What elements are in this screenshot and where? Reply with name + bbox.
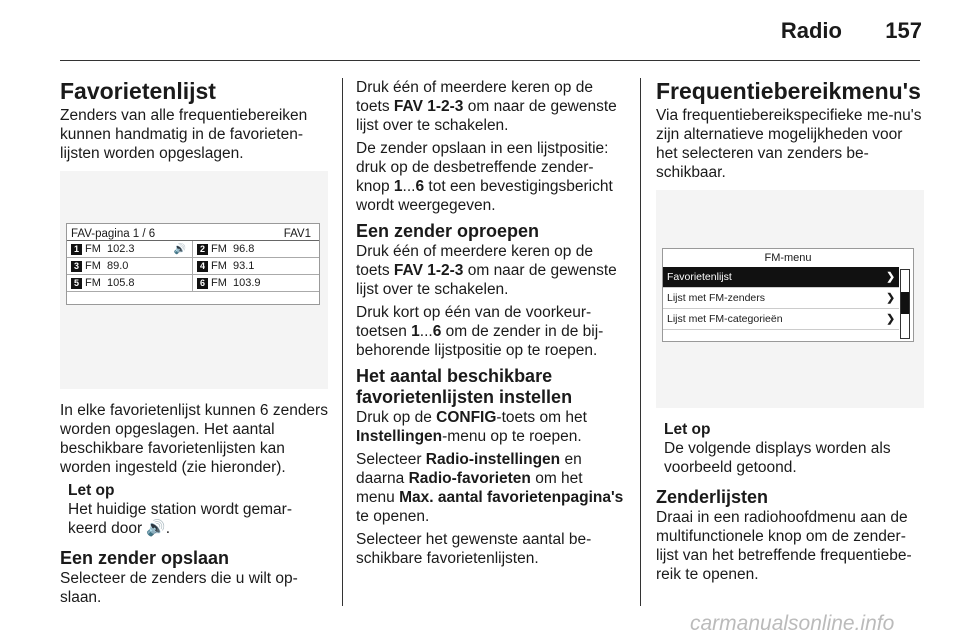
paragraph-recall-press: Druk kort op één van de voorkeur-toetsen 1...6 om de zender in de bij-behorende lijstpositie op te roepen. bbox=[356, 304, 604, 359]
header-rule bbox=[60, 60, 920, 61]
preset-6[interactable]: 6 FM 103.9 bbox=[193, 275, 319, 292]
favorites-header bbox=[67, 224, 319, 241]
heading-zender-opslaan: Een zender opslaan bbox=[60, 548, 230, 568]
preset-3[interactable]: 3 FM 89.0 bbox=[67, 258, 193, 275]
page-number: 157 bbox=[885, 18, 922, 43]
paragraph-recall-switch: Druk één of meerdere keren op de toets FAV 1-2-3 om naar de gewenste lijst over te schakelen. bbox=[356, 243, 617, 298]
preset-4[interactable]: 4 FM 93.1 bbox=[193, 258, 319, 275]
note-heading: Let op bbox=[68, 482, 115, 499]
paragraph-band-menus: Via frequentiebereikspecifieke me-nu's zijn alternatieve mogelijkheden voor het selecteren van zenders be-schikbaar. bbox=[656, 107, 922, 181]
watermark: carmanualsonline.info bbox=[690, 612, 895, 635]
page-section-title: Radio bbox=[780, 18, 842, 43]
heading-favorietenlijst: Favorietenlijst bbox=[60, 78, 216, 104]
column-3 bbox=[656, 78, 924, 588]
preset-1[interactable]: 1 FM 102.3 🔊 bbox=[67, 241, 193, 258]
paragraph-select-count: Selecteer het gewenste aantal be-schikbare favorietenlijsten. bbox=[356, 531, 592, 567]
paragraph-config: Druk op de CONFIG-toets om het Instellingen-menu op te roepen. bbox=[356, 409, 587, 445]
heading-aantal-favorieten: Het aantal beschikbare favorietenlijsten instellen bbox=[356, 366, 573, 407]
note-text: Het huidige station wordt gemar-keerd door bbox=[68, 501, 293, 537]
fm-menu-screen bbox=[662, 248, 914, 342]
column-2 bbox=[356, 78, 624, 572]
paragraph-opslaan: Selecteer de zenders die u wilt op-slaan. bbox=[60, 570, 298, 606]
column-1 bbox=[60, 78, 328, 611]
chevron-right-icon: ❯ bbox=[886, 271, 895, 283]
menu-item-fm-categorieen[interactable]: Lijst met FM-categorieën ❯ bbox=[663, 309, 899, 330]
menu-item-fm-zenders[interactable]: Lijst met FM-zenders ❯ bbox=[663, 288, 899, 309]
favorites-display-figure bbox=[60, 171, 328, 389]
paragraph-store-position: De zender opslaan in een lijstpositie: druk op de desbetreffende zender-knop 1...6 tot een bevestigingsbericht wordt weergegeven. bbox=[356, 140, 613, 214]
heading-frequentiebereikmenus: Frequentiebereikmenu's bbox=[656, 78, 921, 104]
paragraph-switch-list: Druk één of meerdere keren op de toets FAV 1-2-3 om naar de gewenste lijst over te schakelen. bbox=[356, 79, 617, 134]
note-text: De volgende displays worden als voorbeeld getoond. bbox=[664, 440, 891, 476]
heading-zenderlijsten: Zenderlijsten bbox=[656, 487, 769, 507]
note-heading: Let op bbox=[664, 421, 711, 438]
paragraph-capacity: In elke favorietenlijst kunnen 6 zenders worden opgeslagen. Het aantal beschikbare favorietenlijsten kan worden ingesteld (zie hieronder). bbox=[60, 402, 328, 476]
scrollbar-thumb[interactable] bbox=[901, 292, 909, 314]
chevron-right-icon: ❯ bbox=[886, 313, 895, 325]
paragraph-intro: Zenders van alle frequentiebereiken kunnen handmatig in de favorieten-lijsten worden opgeslagen. bbox=[60, 107, 308, 162]
fm-menu-title: FM-menu bbox=[764, 252, 812, 264]
preset-2[interactable]: 2 FM 96.8 bbox=[193, 241, 319, 258]
menu-item-favorietenlijst[interactable]: Favorietenlijst ❯ bbox=[663, 267, 899, 288]
paragraph-select-settings: Selecteer Radio-instellingen en daarna Radio-favorieten om het menu Max. aantal favorietenpagina's te openen. bbox=[356, 451, 624, 525]
menu-scrollbar[interactable] bbox=[900, 269, 910, 339]
favorites-screen bbox=[66, 223, 320, 305]
heading-zender-oproepen: Een zender oproepen bbox=[356, 221, 540, 241]
preset-5[interactable]: 5 FM 105.8 bbox=[67, 275, 193, 292]
fm-menu-figure bbox=[656, 190, 924, 408]
fav-tab-label: FAV1 bbox=[283, 228, 311, 240]
note-block-1 bbox=[68, 481, 328, 538]
speaker-icon: 🔊. bbox=[146, 520, 171, 537]
column-rule-2 bbox=[640, 78, 641, 606]
fav-page-label: FAV-pagina 1 / 6 bbox=[71, 228, 156, 240]
chevron-right-icon: ❯ bbox=[886, 292, 895, 304]
speaker-icon: 🔊 bbox=[173, 243, 186, 255]
paragraph-zenderlijsten: Draai in een radiohoofdmenu aan de multifunctionele knop om de zender-lijst van het betreffende frequentiebe-reik te openen. bbox=[656, 509, 912, 583]
note-block-2 bbox=[664, 420, 924, 477]
column-rule-1 bbox=[342, 78, 343, 606]
preset-grid bbox=[67, 241, 319, 292]
